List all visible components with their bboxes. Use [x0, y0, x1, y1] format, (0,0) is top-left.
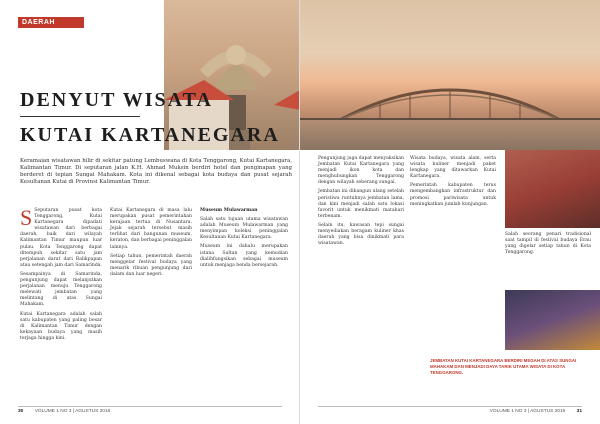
right-page: [300, 0, 600, 424]
paragraph: Selain itu, kawasan tepi sungai menyediakan beragam kuliner khas daerah yang bisa dinikmati para wisatawan.: [318, 222, 404, 247]
subheading: Museum Mulawarman: [200, 208, 258, 213]
paragraph: Sesampainya di Samarinda, pengunjung dapat melanjutkan perjalanan menuju Tenggarong melewati jembatan yang melintang di atas Sungai Mahakam.: [20, 271, 102, 308]
issue-info: VOLUME 1 NO 3 | AGUSTUS 2016: [34, 409, 111, 414]
right-footer: [318, 406, 582, 416]
hero-photo-bridge: [300, 0, 600, 150]
highlight-note: JEMBATAN KUTAI KARTANEGARA BERDIRI MEGAH DI ATAS SUNGAI MAHAKAM DAN MENJADI DAYA TARIK UTAMA WISATA DI KOTA TENGGARONG.: [430, 358, 577, 375]
intro-paragraph: Keramaian wisatawan hilir di sekitar patung Lembuswana di Kota Tenggarong, Kutai Kartanegara, Kalimantan Timur. Di seputaran jalan K.H. Ahmad Muksin berdiri hotel dan penginapan yang berderet di tepian Sungai Mahakam. Kota ini dikenal sebagai kota budaya dan pusat sejarah Kesultanan Kutai di Provinsi Kalimantan Timur.: [20, 158, 292, 185]
paragraph: S Seputaran pusat kota Tenggarong, Kutai Kartanegara dipadati wisatawan dari berbagai daerah, baik dari wilayah Kalimantan Timur maupun luar pulau. Kota Tenggarong dapat ditempuh sekitar satu jam perjalanan darat dari Balikpapan atau setengah jam dari Samarinda.: [20, 205, 102, 268]
title-line-1: DENYUT WISATA: [20, 89, 213, 111]
paragraph: Setiap tahun, pemerintah daerah menggelar festival budaya yang menarik ribuan pengunjung dari dalam dan luar negeri.: [110, 253, 192, 277]
paragraph: Kutai Kartanegara adalah salah satu kabupaten yang paling besar di Kalimantan Timur dengan kekayaan budaya yang masih terjaga hingga kini.: [20, 311, 102, 341]
section-badge: DAERAH: [18, 17, 84, 28]
page-number: 31: [576, 409, 582, 414]
left-footer: [18, 406, 282, 416]
paragraph: Salah satu tujuan utama wisatawan adalah Museum Mulawarman yang menyimpan koleksi peninggalan Kesultanan Kutai Kartanegara.: [200, 217, 288, 241]
paragraph: Museum ini dahulu merupakan istana Sultan yang kemudian dialihfungsikan sebagai museum untuk menjaga benda bersejarah.: [200, 244, 288, 268]
paragraph: Wisata budaya, wisata alam, serta wisata kuliner menjadi paket lengkap yang ditawarkan Kutai Kartanegara.: [410, 156, 496, 180]
right-column-1: [318, 156, 404, 250]
left-column-2: [110, 208, 192, 281]
photo-dancer: [505, 150, 600, 228]
photo-caption: Salah seorang penari tradisional saat tampil di festival budaya Erau yang digelar setiap tahun di Kota Tenggarong.: [505, 232, 591, 255]
left-column-3: [200, 208, 288, 272]
title-divider: [20, 116, 140, 117]
right-column-2: [410, 156, 496, 211]
article-title: [20, 86, 280, 149]
paragraph: Jembatan ini dibangun ulang setelah peristiwa runtuhnya jembatan lama, dan kini menjadi salah satu lokasi favorit untuk menikmati matahari terbenam.: [318, 189, 404, 219]
paragraph: Pemerintah kabupaten terus mengembangkan infrastruktur dan promosi pariwisata untuk meningkatkan jumlah kunjungan.: [410, 183, 496, 207]
drop-cap: S: [20, 205, 33, 230]
page-number: 30: [18, 409, 24, 414]
photo-festival: [505, 290, 600, 350]
paragraph: Pengunjung juga dapat menyaksikan Jembatan Kutai Kartanegara yang menjadi ikon kota dan menghubungkan Tenggarong dengan wilayah seberang sungai.: [318, 156, 404, 186]
left-column-1: [20, 205, 102, 345]
title-line-2: KUTAI KARTANEGARA: [20, 124, 280, 146]
river: [300, 120, 600, 150]
paragraph: Kutai Kartanegara di masa lalu merupakan pusat pemerintahan kerajaan tertua di Nusantara. Jejak sejarah tersebut masih terlihat dari bangunan museum, keraton, dan berbagai peninggalan lainnya.: [110, 208, 193, 250]
issue-info: VOLUME 1 NO 3 | AGUSTUS 2016: [489, 409, 566, 414]
